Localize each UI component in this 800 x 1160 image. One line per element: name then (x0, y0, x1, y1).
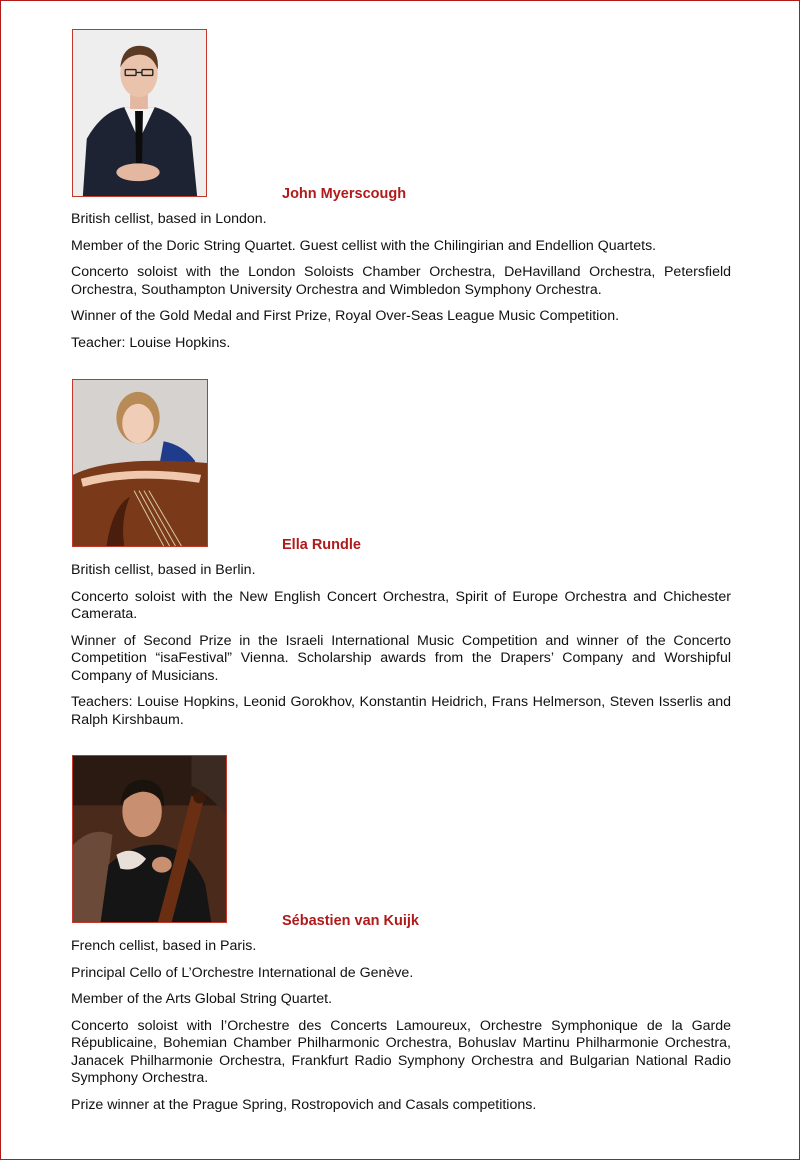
bio-paragraph: Member of the Doric String Quartet. Guest cellist with the Chilingirian and Endellion Quartets. (71, 237, 657, 254)
musician-bio (71, 562, 731, 738)
bio-paragraph: Member of the Arts Global String Quartet. (71, 991, 333, 1007)
musician-photo-sebastien-van-kuijk (72, 755, 227, 923)
bio-paragraph: Winner of Second Prize in the Israeli International Music Competition and winner of the Concerto Competition “isaFestival” Vienna. Scholarship awards from the Drapers’ Company and Worshipful Company of Musicians. (71, 632, 731, 684)
musician-name: Sébastien van Kuijk (282, 913, 419, 929)
bio-paragraph: French cellist, based in Paris. (71, 938, 257, 954)
bio-paragraph: Concerto soloist with l’Orchestre des Concerts Lamoureux, Orchestre Symphonique de la Garde Républicaine, Bohemian Chamber Philharmonic Orchestra, Bohuslav Martinu Philharmonie Orchestra, Janacek Philharmonie Orchestra, Frankfurt Radio Symphony Orchestra and Bulgarian National Radio Symphony Orchestra. (71, 1017, 731, 1086)
musician-bio (71, 938, 731, 1123)
portrait-photo-icon (73, 756, 226, 922)
bio-paragraph: Concerto soloist with the New English Concert Orchestra, Spirit of Europe Orchestra and Chichester Camerata. (71, 588, 731, 622)
bio-paragraph: Teachers: Louise Hopkins, Leonid Gorokhov, Konstantin Heidrich, Frans Helmerson, Steven Isserlis and Ralph Kirshbaum. (71, 694, 731, 728)
bio-paragraph: Principal Cello of L’Orchestre International de Genève. (71, 964, 414, 981)
bio-paragraph: British cellist, based in London. (71, 211, 267, 227)
portrait-photo-icon (73, 380, 207, 546)
musician-photo-ella-rundle (72, 379, 208, 547)
musician-photo-john-myerscough (72, 29, 207, 197)
portrait-photo-icon (73, 30, 206, 196)
bio-paragraph: Prize winner at the Prague Spring, Rostropovich and Casals competitions. (71, 1096, 537, 1113)
bio-paragraph: Concerto soloist with the London Soloists Chamber Orchestra, DeHavilland Orchestra, Petersfield Orchestra, Southampton University Orchestra and Wimbledon Symphony Orchestra. (71, 264, 731, 298)
musician-bio (71, 211, 731, 361)
musician-name: Ella Rundle (282, 537, 361, 553)
bio-paragraph: Winner of the Gold Medal and First Prize, Royal Over-Seas League Music Competition. (71, 308, 620, 324)
bio-paragraph: British cellist, based in Berlin. (71, 562, 256, 578)
bio-paragraph: Teacher: Louise Hopkins. (71, 334, 231, 351)
musician-name: John Myerscough (282, 186, 407, 202)
